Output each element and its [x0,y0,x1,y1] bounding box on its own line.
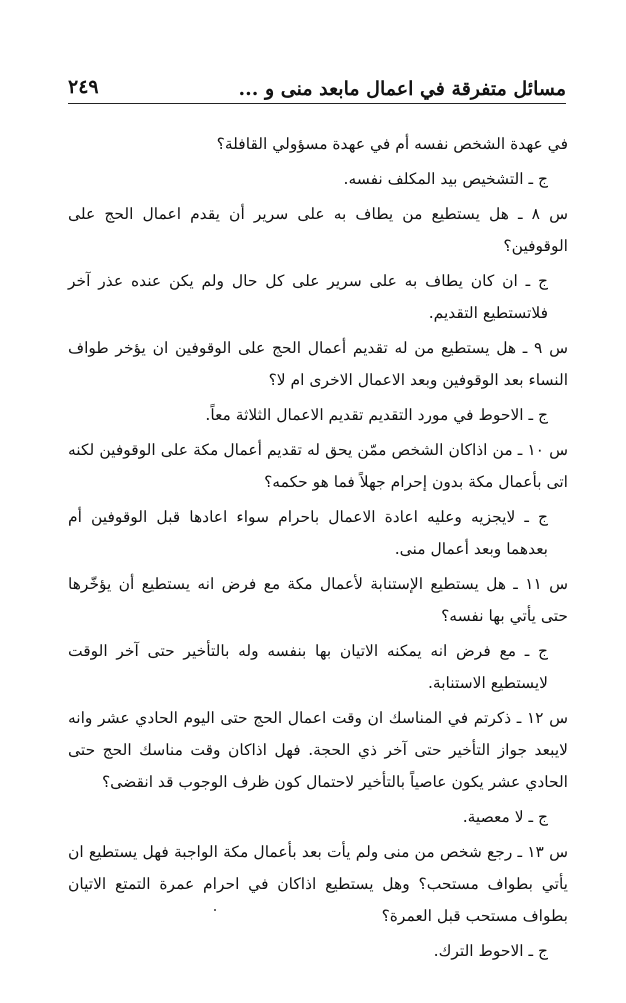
header-divider [68,103,566,104]
body-text [68,128,568,970]
answer-paragraph: ج ـ الاحوط الترك. [433,942,548,960]
answer-paragraph: ج ـ الاحوط في مورد التقديم تقديم الاعمال الثلاثة معاً. [205,406,548,424]
question-paragraph: س ١٣ ـ رجع شخص من منى ولم يأت بعد بأعمال مكة الواجبة فهل يستطيع ان يأتي بطواف مستحب؟ وهل يستطيع اذاكان في احرام عمرة التمتع الاتيان بطواف مستحب قبل العمرة؟ [68,843,568,925]
answer-paragraph: ج ـ لا معصية. [462,808,548,826]
running-header [68,60,566,100]
chapter-title: مسائل متفرقة في اعمال مابعد منى و ... [238,78,566,100]
question-paragraph: س ١٠ ـ من اذاكان الشخص ممّن يحق له تقديم أعمال مكة على الوقوفين لكنه اتى بأعمال مكة بدون إحرام جهلاً فما هو حكمه؟ [68,441,568,491]
question-paragraph: س ٨ ـ هل يستطيع من يطاف به على سرير أن يقدم اعمال الحج على الوقوفين؟ [68,205,568,255]
answer-paragraph: ج ـ مع فرض انه يمكنه الاتيان بها بنفسه وله بالتأخير حتى آخر الوقت لايستطيع الاستنابة. [68,642,548,692]
print-speck [214,909,216,911]
question-paragraph: س ٩ ـ هل يستطيع من له تقديم أعمال الحج على الوقوفين ان يؤخر طواف النساء بعد الوقوفين وبعد الاعمال الاخرى ام لا؟ [68,339,568,389]
answer-paragraph: ج ـ لايجزيه وعليه اعادة الاعمال باحرام سواء اعادها قبل الوقوفين أم بعدهما وبعد أعمال منى. [68,508,548,558]
answer-paragraph: ج ـ التشخيص بيد المكلف نفسه. [343,170,548,188]
question-continuation: في عهدة الشخص نفسه أم في عهدة مسؤولي القافلة؟ [216,135,568,153]
page-number: ٢٤٩ [68,76,99,98]
answer-paragraph: ج ـ ان كان يطاف به على سرير على كل حال ولم يكن عنده عذر آخر فلاتستطيع التقديم. [68,272,548,322]
question-paragraph: س ١١ ـ هل يستطيع الإستنابة لأعمال مكة مع فرض انه يستطيع أن يؤخّرها حتى يأتي بها نفسه؟ [68,575,568,625]
question-paragraph: س ١٢ ـ ذكرتم في المناسك ان وقت اعمال الحج حتى اليوم الحادي عشر وانه لايبعد جواز التأخير حتى آخر ذي الحجة. فهل اذاكان وقت مناسك الحج حتى الحادي عشر يكون عاصياً بالتأخير لاحتمال كون ظرف الوجوب قد انقضى؟ [68,709,568,791]
